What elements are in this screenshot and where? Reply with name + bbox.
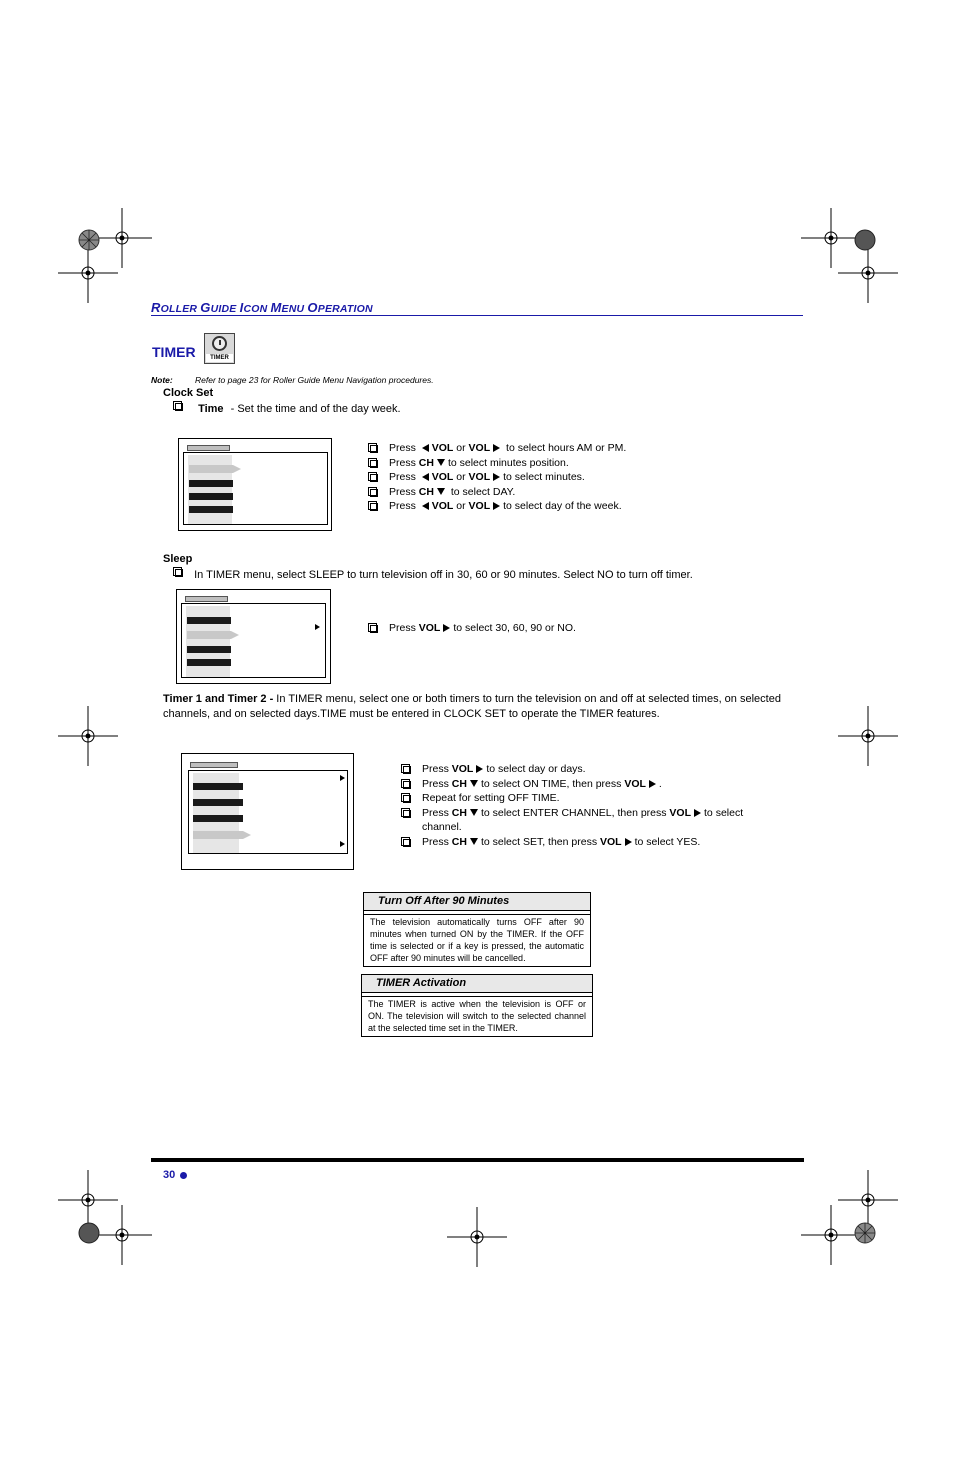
menu-bar <box>189 480 233 487</box>
button-name: CH <box>451 777 467 790</box>
button-name: VOL <box>669 806 692 819</box>
checkbox-bullet-icon <box>368 623 379 634</box>
instruction-item <box>401 762 771 777</box>
instruction-item <box>368 499 668 514</box>
registration-mark-icon <box>838 243 898 303</box>
arrow-down-icon <box>470 809 478 816</box>
instruction-text: Press CH to select DAY. <box>389 485 516 498</box>
right-arrow-icon <box>340 841 345 847</box>
menu-panel <box>188 770 348 854</box>
instruction-item <box>368 441 668 456</box>
info-box-title: Turn Off After 90 Minutes <box>364 893 590 911</box>
sleep-heading: Sleep <box>163 553 193 565</box>
checkbox-bullet-icon <box>401 779 412 790</box>
instruction-item <box>368 470 668 485</box>
registration-mark-icon <box>58 706 118 766</box>
instruction-text: Press CH to select minutes position. <box>389 456 569 469</box>
button-name: VOL <box>468 500 491 512</box>
sleep-text: In TIMER menu, select SLEEP to turn television off in 30, 60 or 90 minutes. Select NO to turn off timer. <box>194 569 693 581</box>
info-box-title: TIMER Activation <box>362 975 592 993</box>
color-target-icon <box>78 229 100 251</box>
arrow-right-icon <box>649 780 656 788</box>
clock-set-instructions <box>368 441 668 514</box>
checkbox-bullet-icon <box>368 458 379 469</box>
checkbox-bullet-icon <box>401 837 412 848</box>
button-name: VOL <box>431 471 454 483</box>
section-title-cap: M <box>270 300 282 315</box>
page-title: TIMER <box>152 344 196 360</box>
timers-heading: Timer 1 and Timer 2 - <box>163 693 274 705</box>
button-name: VOL <box>418 622 441 634</box>
note-label: Note: <box>151 375 173 385</box>
instruction-item <box>401 777 771 792</box>
checkbox-bullet-icon <box>368 472 379 483</box>
page-dot-icon <box>180 1172 187 1179</box>
instruction-text: Press VOL to select 30, 60, 90 or NO. <box>389 622 576 634</box>
checkbox-bullet-icon <box>173 401 184 412</box>
timer-menu-screen <box>181 753 354 870</box>
button-name: CH <box>418 456 434 469</box>
menu-bar <box>187 617 231 624</box>
button-name: VOL <box>468 442 491 454</box>
instruction-text: Press VOL or VOL to select hours AM or PM. <box>389 442 627 454</box>
timer-icon <box>204 333 235 364</box>
timers-text: In TIMER menu, select one or both timers to turn the television on and off at selected times, on selected channels, and on selected days.TIME must be entered in CLOCK SET to operate the TIMER features. <box>163 693 781 720</box>
section-title-smallcaps: ENU <box>281 303 308 315</box>
instruction-item <box>368 456 668 471</box>
info-box-timer-activation <box>361 974 593 1037</box>
checkbox-bullet-icon <box>368 501 379 512</box>
color-target-icon <box>78 1222 100 1244</box>
info-box-turn-off <box>363 892 591 967</box>
section-title-smallcaps: OLLER <box>160 303 201 315</box>
menu-panel <box>183 452 328 525</box>
instruction-item <box>368 485 668 500</box>
clock-set-heading: Clock Set <box>163 387 214 399</box>
instruction-text: Press CH to select ON TIME, then press VOL . <box>422 777 662 790</box>
section-title-smallcaps: PERATION <box>317 303 373 315</box>
instruction-text: Press VOL to select day or days. <box>422 763 586 775</box>
menu-bar <box>187 659 231 666</box>
sleep-menu-screen <box>176 589 331 684</box>
menu-bar <box>193 783 243 790</box>
menu-bar <box>189 506 233 513</box>
instruction-item <box>401 791 771 806</box>
arrow-right-icon <box>625 838 632 846</box>
arrow-left-icon <box>422 502 429 510</box>
checkbox-bullet-icon <box>368 443 379 454</box>
arrow-down-icon <box>437 488 445 495</box>
checkbox-bullet-icon <box>401 764 412 775</box>
arrow-left-icon <box>422 444 429 452</box>
note <box>151 375 434 385</box>
checkbox-bullet-icon <box>173 567 184 578</box>
button-name: VOL <box>431 500 454 512</box>
sleep-item <box>173 567 813 583</box>
note-text: Refer to page 23 for Roller Guide Menu Navigation procedures. <box>195 375 434 385</box>
arrow-right-icon <box>476 765 483 773</box>
info-box-text: The television automatically turns OFF after 90 minutes when turned ON by the TIMER. If the OFF time is selected or if a key is pressed, the automatic OFF after 90 minutes will be cancelled. <box>370 917 584 963</box>
registration-mark-icon <box>92 1205 152 1265</box>
registration-mark-icon <box>838 1170 898 1230</box>
clock-set-menu-screen <box>178 438 332 531</box>
instruction-text: Press VOL or VOL to select minutes. <box>389 471 585 483</box>
header-rule <box>151 315 803 316</box>
button-name: VOL <box>451 763 474 775</box>
clock-set-item <box>173 401 401 417</box>
color-target-icon <box>854 1222 876 1244</box>
clock-icon <box>212 336 227 351</box>
button-name: CH <box>418 485 434 498</box>
clock-set-item-label: Time <box>198 403 224 415</box>
registration-mark-icon <box>838 706 898 766</box>
checkbox-bullet-icon <box>368 487 379 498</box>
checkbox-bullet-icon <box>401 793 412 804</box>
timer-icon-label: TIMER <box>206 354 233 362</box>
sleep-instructions <box>368 621 668 636</box>
instruction-text: Press VOL or VOL to select day of the week. <box>389 500 622 512</box>
arrow-down-icon <box>437 459 445 466</box>
right-arrow-icon <box>340 775 345 781</box>
footer-rule <box>151 1158 804 1162</box>
menu-bar <box>189 493 233 500</box>
menu-tab <box>185 596 228 602</box>
section-title <box>151 300 373 315</box>
timers-instructions <box>401 762 771 849</box>
instruction-text: Press CH to select SET, then press VOL to select YES. <box>422 835 701 848</box>
page-number: 30 <box>163 1169 176 1181</box>
button-name: VOL <box>624 777 646 790</box>
instruction-item <box>368 621 668 636</box>
right-arrow-icon <box>315 624 320 630</box>
menu-bar <box>193 799 243 806</box>
button-name: CH <box>451 835 467 848</box>
timers-paragraph <box>163 692 803 722</box>
button-name: VOL <box>468 471 491 483</box>
instruction-item <box>401 806 771 835</box>
menu-bar <box>187 646 231 653</box>
section-title-smallcaps: CON <box>243 303 271 315</box>
checkbox-bullet-icon <box>401 808 412 819</box>
section-title-cap: G <box>200 300 211 315</box>
arrow-right-icon <box>493 502 500 510</box>
button-name: VOL <box>600 835 622 848</box>
menu-panel <box>181 603 326 678</box>
registration-mark-icon <box>92 208 152 268</box>
menu-bar <box>193 815 243 822</box>
section-title-smallcaps: UIDE <box>210 303 240 315</box>
menu-tab <box>190 762 238 768</box>
arrow-left-icon <box>422 473 429 481</box>
section-title-cap: O <box>307 300 318 315</box>
registration-mark-icon <box>447 1207 507 1267</box>
color-target-icon <box>854 229 876 251</box>
arrow-right-icon <box>493 444 500 452</box>
button-name: CH <box>451 806 467 819</box>
arrow-right-icon <box>493 473 500 481</box>
arrow-right-icon <box>694 809 701 817</box>
arrow-right-icon <box>443 624 450 632</box>
instruction-text: Repeat for setting OFF TIME. <box>422 792 560 804</box>
button-name: VOL <box>431 442 454 454</box>
clock-set-item-text: - Set the time and of the day week. <box>230 403 401 415</box>
menu-tab <box>187 445 230 451</box>
section-title-cap: R <box>151 300 161 315</box>
instruction-text: Press CH to select ENTER CHANNEL, then press VOL to select channel. <box>422 806 744 833</box>
section-title-cap: I <box>239 300 244 315</box>
arrow-down-icon <box>470 780 478 787</box>
arrow-down-icon <box>470 838 478 845</box>
instruction-item <box>401 835 771 850</box>
info-box-text: The TIMER is active when the television is OFF or ON. The television will switch to the selected channel at the selected time set in the TIMER. <box>368 999 586 1033</box>
